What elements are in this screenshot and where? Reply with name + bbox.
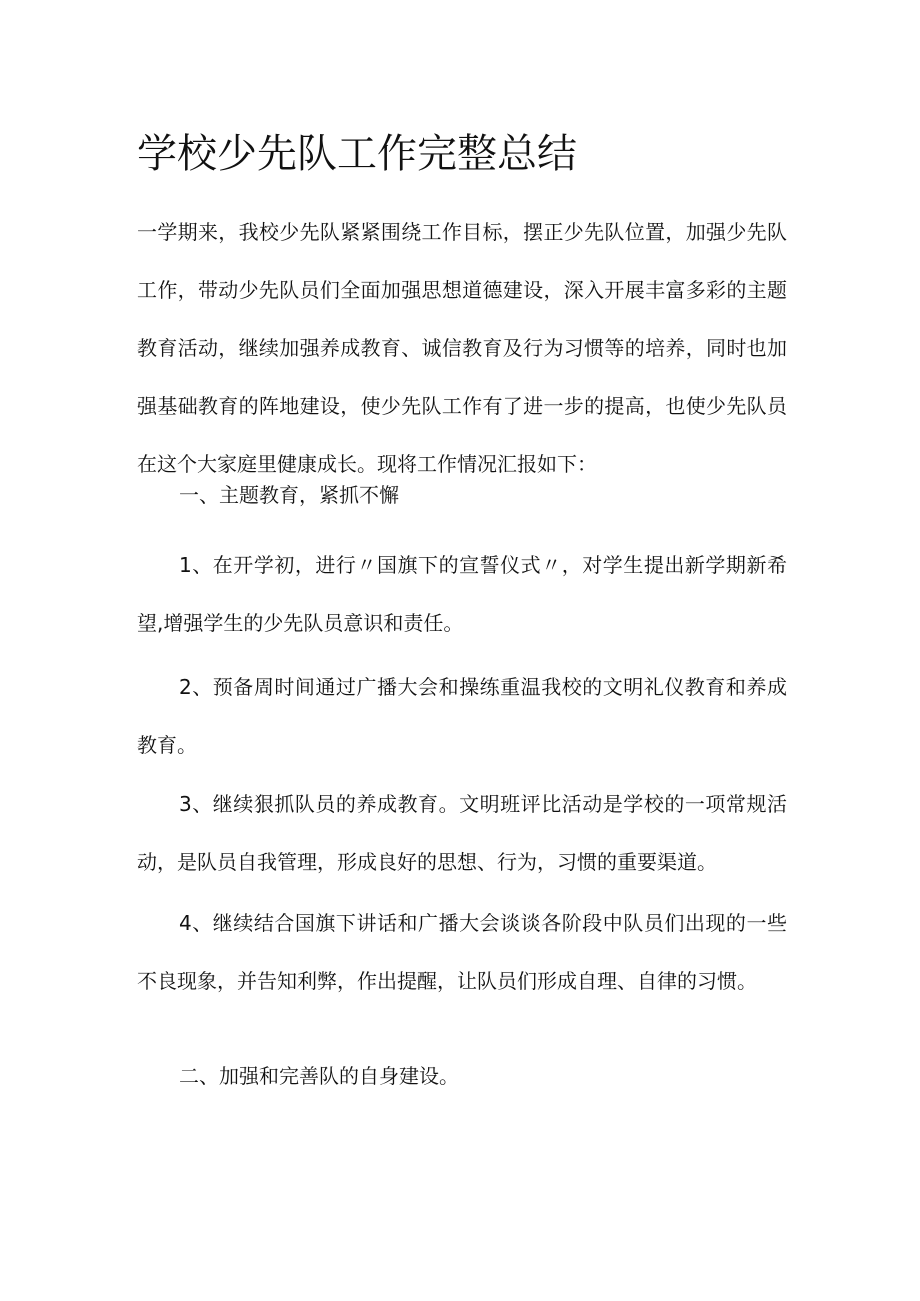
list-item-3: 3、继续狠抓队员的养成教育。文明班评比活动是学校的一项常规活动，是队员自我管理，形成良好的思想、行为，习惯的重要渠道。 (137, 792, 787, 874)
section-heading-1: 一、主题教育，紧抓不懈 (179, 483, 399, 507)
section-heading-2: 二、加强和完善队的自身建设。 (179, 1064, 459, 1088)
list-item-2: 2、预备周时间通过广播大会和操练重温我校的文明礼仪教育和养成教育。 (137, 675, 787, 757)
list-item-4: 4、继续结合国旗下讲话和广播大会谈谈各阶段中队员们出现的一些不良现象，并告知利弊，作出提醒，让队员们形成自理、自律的习惯。 (137, 911, 787, 993)
list-item-1: 1、在开学初，进行〃国旗下的宣誓仪式〃，对学生提出新学期新希望,增强学生的少先队员意识和责任。 (137, 553, 787, 635)
intro-paragraph: 一学期来，我校少先队紧紧围绕工作目标，摆正少先队位置，加强少先队工作，带动少先队员们全面加强思想道德建设，深入开展丰富多彩的主题教育活动，继续加强养成教育、诚信教育及行为习惯等的培养，同时也加强基础教育的阵地建设，使少先队工作有了进一步的提高，也使少先队员在这个大家庭里健康成长。现将工作情况汇报如下： (137, 220, 787, 476)
document-title: 学校少先队工作完整总结 (137, 131, 577, 177)
